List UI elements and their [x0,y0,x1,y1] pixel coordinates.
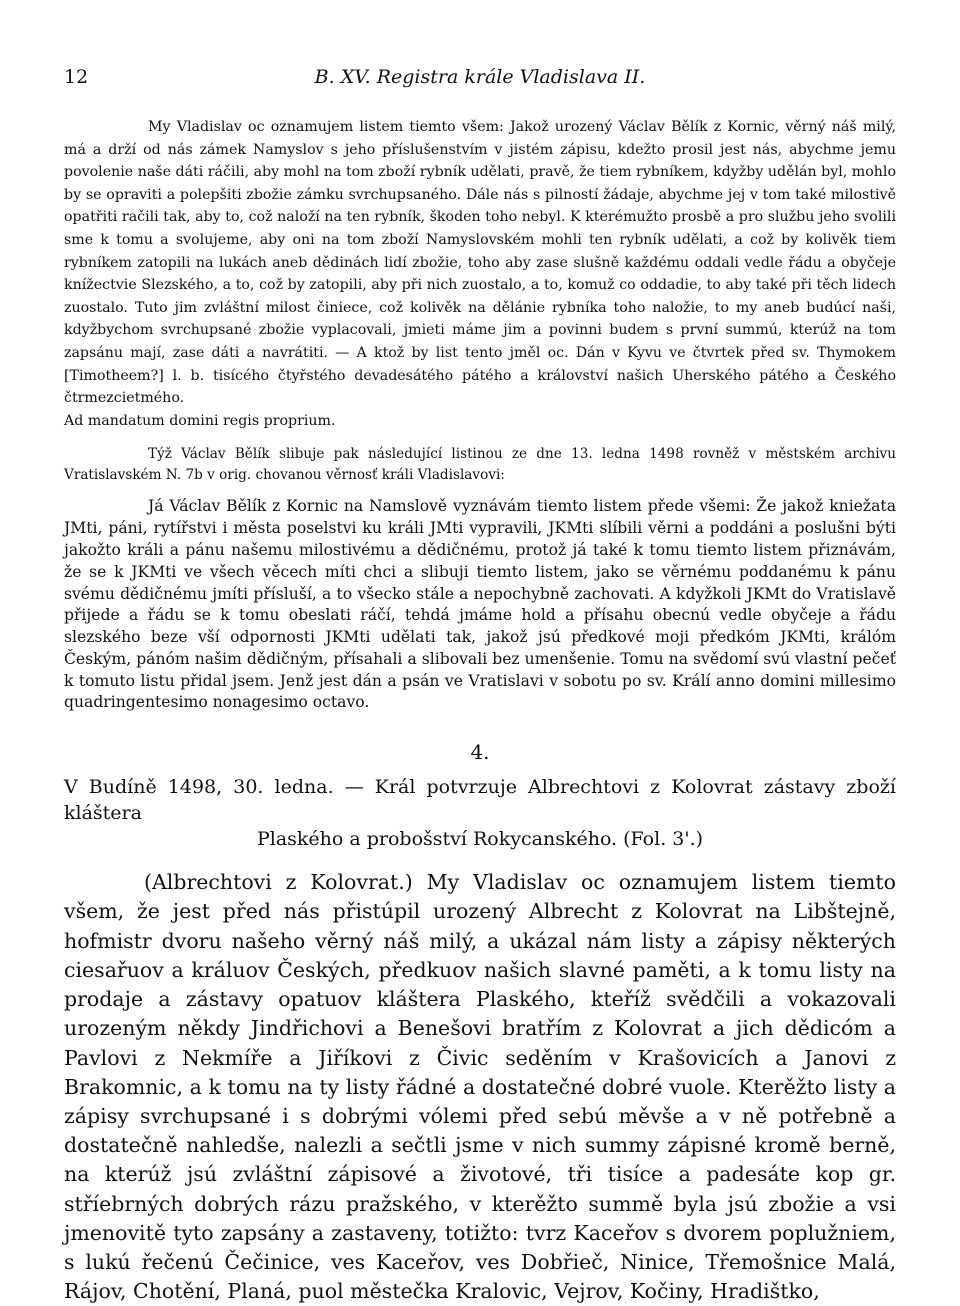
document-number: 4. [470,740,490,765]
editorial-note: Týž Václav Bělík slibuje pak následující listinou ze dne 13. ledna 1498 rovněž v městském archivu Vratislavském N. 7b v orig. chovanou věrnosť králi Vladislavovi: [64,446,896,484]
pledge-text: Já Václav Bělík z Kornic na Namslově vyznávám tiemto listem přede všemi: Že jakož kniežata JMti, páni, rytířstvi i města poselstvi ku králi JMti vypravili, JKMti slíbili věrni a poddáni a poslušni býti jakožto králi a pánu našemu milostivému a dědičnému, protož já také k tomu tiemto listem přiznávám, že se k JKMti ve všech věcech míti chci a slibuji tiemto listem, jako se věrnému poddanému k pánu svému dědičnému jmíti přísluší, a to všecko stále a nepochybně zachovati. A kdyžkoli JKMt do Vratislavě přijede a řádu se k tomu obeslati ráčí, tehdá jmáme hold a přísahu obecnú vedle obyčeje a řádu slezského beze vší odpornosti JKMti udělati tak, jakož jsú předkové moji předkóm JKMti, králóm Českým, pánóm našim dědičným, přísahali a slibovali bez umenšenie. Tomu na svědomí svú vlastní pečeť k tomuto listu přidal jsem. Jenž jest dán a psán ve Vratislavi v sobotu po sv. Králí anno domini millesimo quadringentesimo nonagesimo octavo. [64,497,896,712]
charter-3 [64,116,896,432]
document-summary-line-2: Plaského a probošství Rokycanského. (Fol. 3'.) [256,828,704,851]
running-head: B. XV. Registra krále Vladislava II. [314,66,646,88]
page-number: 12 [64,66,89,88]
document-4-text: (Albrechtovi z Kolovrat.) My Vladislav oc oznamujem listem tiemto všem, že jest před nás přistúpil urozený Albrecht z Kolovrat na Libštejně, hofmistr dvoru našeho věrný náš milý, a ukázal nám listy a zápisy některých ciesařuov a králuov Českých, předkuov našich slavné paměti, a k tomu listy na prodaje a zástavy opatuov kláštera Plaského, kteříž svědčili a vokazovali urozeným někdy Jindřichovi a Benešovi bratřím z Kolovrat a jich dědicóm a Pavlovi z Nekmíře a Jiříkovi z Čivic seděním v Krašovicích a Janovi z Brakomnic, a k tomu na ty listy řádné a dostatečné dobré vuole. Kterěžto listy a zápisy svrchupsané i s dobrými vólemi před sebú měvše a v ně potřebně a dostatečně nahledše, nalezli a sečtli jsme v nich summy zápisné kromě berně, na kterúž jsú zvláštní zápisové a životové, tři tisíce a padesáte kop gr. stříebrných dobrých rázu pražského, v kterěžto summě byla jsú zbožie a vsi jmenovitě tyto zapsány a zastaveny, totižto: tvrz Kaceřov s dvorem poplužniem, s lukú řečenú Čečinice, ves Kaceřov, ves Dobřieč, Ninice, Třemošnice Malá, Rájov, Chotění, Planá, puol městečka Kralovic, Vejrov, Kočiny, Hradištko, [64,870,896,1304]
page-header [64,66,896,100]
document-summary-line-1: V Budíně 1498, 30. ledna. — Král potvrzuje Albrechtovi z Kolovrat zástavy zboží kláštera [64,776,896,825]
document-page [64,66,896,1306]
charter-3-closing: Ad mandatum domini regis proprium. [64,412,336,429]
charter-3-text: My Vladislav oc oznamujem listem tiemto všem: Jakož urozený Václav Bělík z Kornic, věrný náš milý, má a drží od nás zámek Namyslov s jeho příslušenstvím v jistém zápisu, kdežto prosil jest nás, abychme jemu povolenie naše dáti ráčili, aby mohl na tom zboží rybník udělati, pravě, že tiem rybníkem, kdyžby udělán byl, mohlo by se opraviti a polepšiti zbožie zámku svrchupsaného. Dále nás s pilností žádaje, abychme jej v tom také milostivě opatřiti račili tak, aby to, což naloží na ten rybník, škoden toho nebyl. K kterémužto prosbě a pro službu jeho svolili sme k tomu a svolujeme, aby oni na tom zboží Namyslovském mohli ten rybník udělati, a což by kolivěk tiem rybníkem zatopili na lukách aneb dědinách lidí zbožie, toho aby zase slušně každému oddali vedle řádu a obyčeje knížectvie Slezského, a to, což by zatopili, aby při nich zuostalo, a to, komuž co oddadie, to aby také při těch lidech zuostalo. Tuto jim zvláštní milost činiece, což kolivěk na dělánie rybníka toho naložie, to my aneb budúcí naši, kdyžbychom svrchupsané zbožie vyplacovali, jmieti máme jim a povinni budem s první summú, kterúž na tom zapsánu mají, zase dáti a navrátiti. — A ktož by list tento jměl oc. Dán v Kyvu ve čtvrtek před sv. Thymokem [Timotheem?] l. b. tisícého čtyřstého devadesátého pátého a království našich Uherského pátého a Českého čtrmezcietmého. [64,119,896,407]
document-summary [64,774,896,852]
